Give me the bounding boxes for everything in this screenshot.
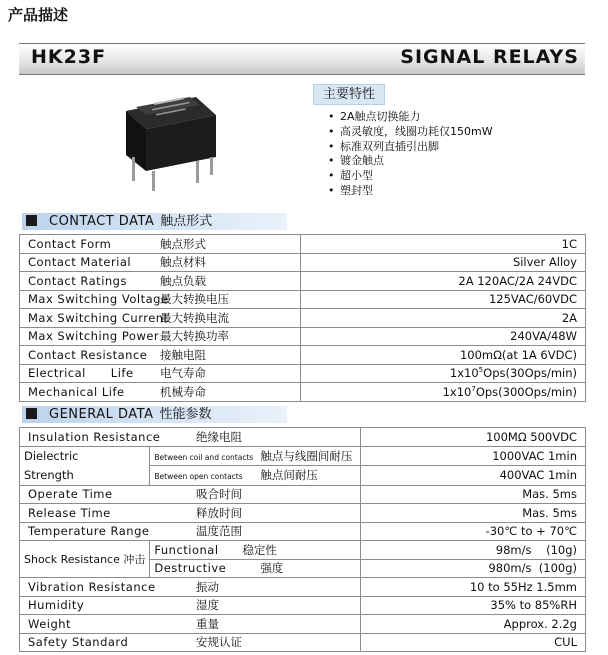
table-row: Electrical Life 电气寿命 $1x10^5Ops(30Ops/\min)$ [20,364,586,383]
list-item: • 塑封型 [340,184,493,199]
model-name: HK23F [31,46,107,68]
list-item: • 2A触点切换能力 [340,110,493,125]
table-row: Max Switching Voltage最大转换电压 125VAC/60VDC [20,290,586,309]
features-list [340,110,493,199]
square-bullet-icon [26,408,37,419]
table-row: Contact Form 触点形式 1C [20,235,586,254]
list-item: • 镀金触点 [340,154,493,169]
table-row: Contact Ratings 触点负载 2A 120AC/2A 24VDC [20,272,586,291]
table-row: Between open contacts 触点间耐压 400VAC 1min [20,466,586,486]
table-row: Release Time 释放时间 Mas. 5ms [20,504,586,523]
product-header [19,43,585,75]
table-row: Mechanical Life 机械寿命 $1x10^7Ops(300Ops/\min)$ [20,383,586,402]
page-title: 产品描述 [8,6,69,24]
contact-data-table [19,234,586,402]
features-title: 主要特性 [313,84,385,105]
table-row: Shock Resistance 冲击 Functional 稳定性 98m/s (10g) [20,541,586,560]
table-row: Humidity 湿度 35% to 85%RH [20,596,586,615]
general-data-table [19,427,586,652]
table-row: Operate Time 吸合时间 Mas. 5ms [20,485,586,504]
table-row: Temperature Range 温度范围 -30℃ to + 70℃ [20,522,586,541]
contact-data-heading: CONTACT DATA 触点形式 [22,213,287,230]
list-item: • 高灵敏度，线圈功耗仅150mW [340,125,493,140]
list-item: • 标准双列直插引出脚 [340,140,493,155]
table-row: Dielectric Strength Between coil and contacts 触点与线圈间耐压 1000VAC 1min [20,446,586,466]
table-row: Destructive 强度 980m/s (100g) [20,559,586,578]
relay-photo [104,93,224,193]
general-data-heading: GENERAL DATA 性能参数 [22,406,287,423]
square-bullet-icon [26,215,37,226]
table-row: Insulation Resistance 绝缘电阻 100MΩ 500VDC [20,428,586,447]
table-row: Vibration Resistance 振动 10 to 55Hz 1.5mm [20,578,586,597]
table-row: Weight 重量 Approx. 2.2g [20,615,586,634]
table-row: Max Switching Power最大转换功率 240VA/48W [20,327,586,346]
list-item: • 超小型 [340,169,493,184]
table-row: Max Switching Current最大转换电流 2A [20,309,586,328]
table-row: Contact Resistance 接触电阻 100mΩ(at 1A 6VDC) [20,346,586,365]
product-category: SIGNAL RELAYS [400,46,579,68]
table-row: Contact Material 触点材料 Silver Alloy [20,253,586,272]
table-row: Safety Standard 安规认证 CUL [20,633,586,652]
